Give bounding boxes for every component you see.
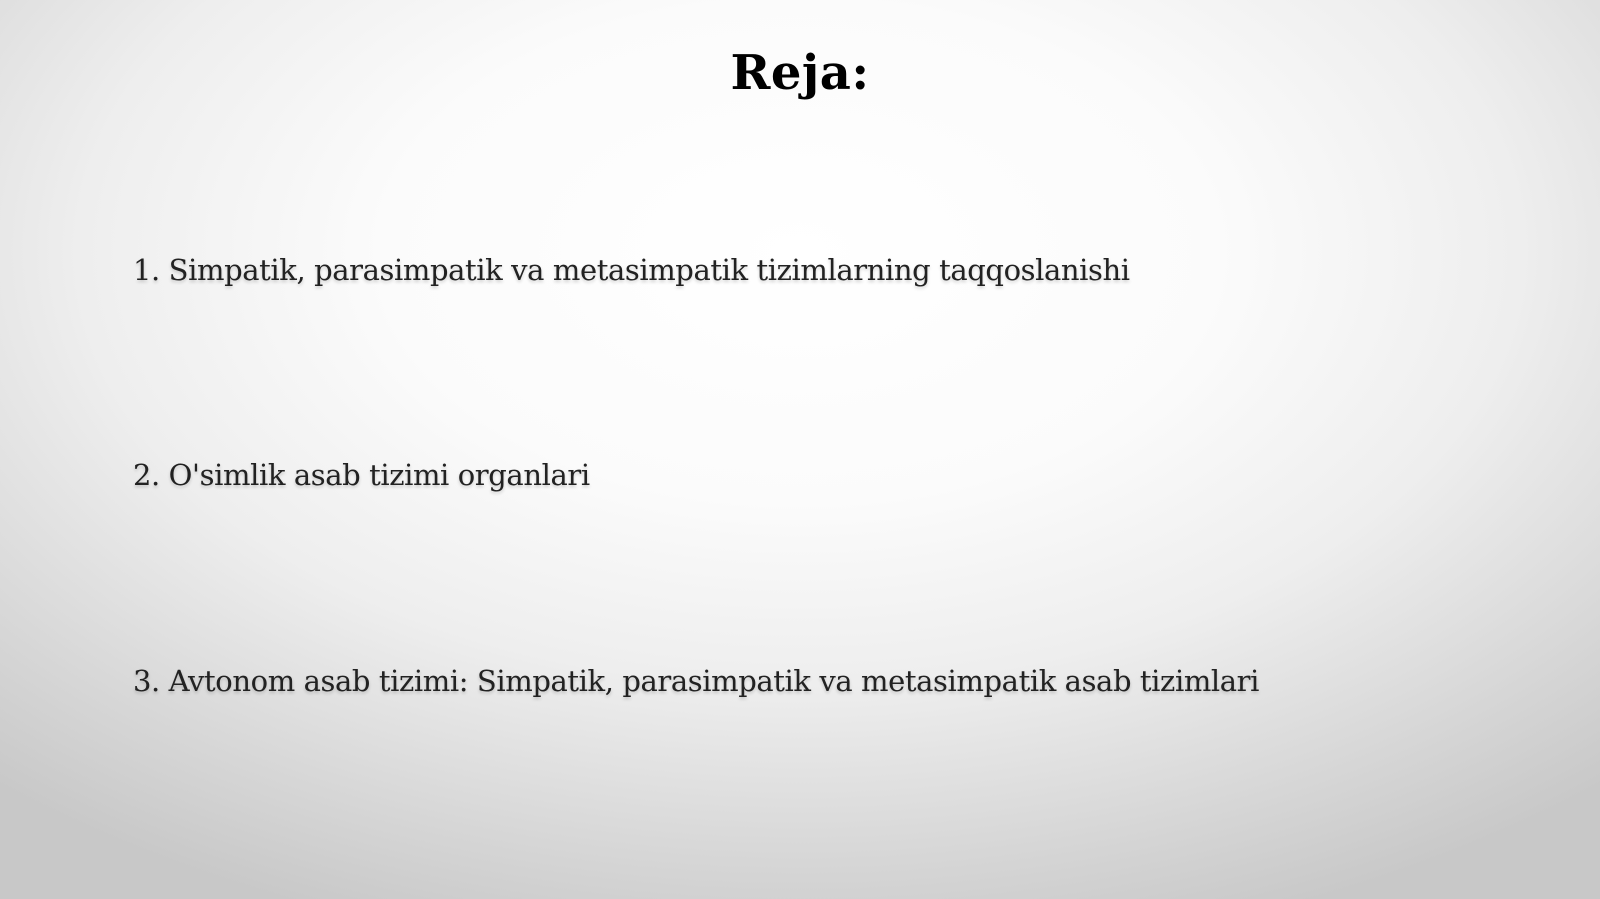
- plan-item-2: 2. O'simlik asab tizimi organlari: [133, 458, 590, 492]
- slide-title: Reja:: [730, 45, 870, 101]
- plan-item-3: 3. Avtonom asab tizimi: Simpatik, parasimpatik va metasimpatik asab tizimlari: [133, 664, 1260, 698]
- plan-item-1: 1. Simpatik, parasimpatik va metasimpatik tizimlarning taqqoslanishi: [133, 253, 1130, 287]
